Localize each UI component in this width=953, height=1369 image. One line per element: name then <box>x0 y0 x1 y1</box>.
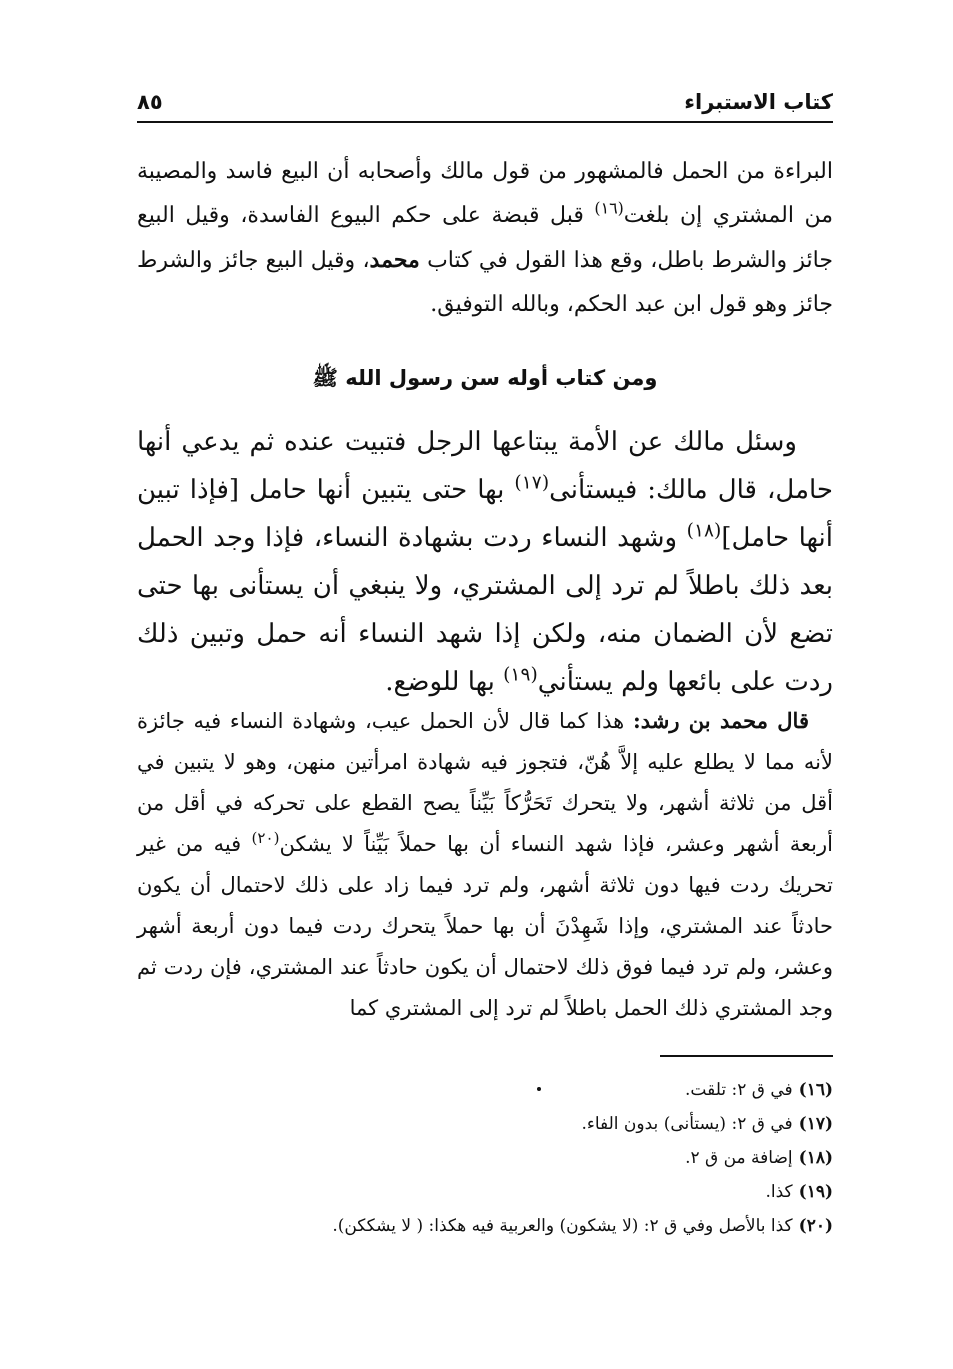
footnote-number: (١٦) <box>798 1080 833 1100</box>
paragraph-text: بها للوضع. <box>385 667 504 697</box>
footnotes-list <box>137 1073 833 1243</box>
running-header <box>137 84 833 120</box>
footnote-reference: (١٨) <box>686 520 722 542</box>
footnote-item <box>137 1175 833 1209</box>
paragraph-text: قبل قبضة على حكم البيوع الفاسدة، وقيل البيع جائز والشرط باطل، وقع هذا القول في كتاب <box>137 203 833 273</box>
commentary-paragraph <box>137 700 833 1029</box>
footnote-rule <box>660 1055 833 1057</box>
footnote-text: كذا. <box>765 1182 793 1202</box>
footnote-reference: (١٦) <box>594 198 624 218</box>
footnote-reference: (١٧) <box>514 472 550 494</box>
footnote-reference: (٢٠) <box>251 829 280 847</box>
footnote-text: إضافة من ق ٢. <box>685 1148 793 1168</box>
footnote-reference: (١٩) <box>503 664 538 686</box>
paragraph-text: هذا كما قال لأن الحمل عيب، وشهادة النساء فيه جائزة لأنه مما لا يطلع عليه إلاَّ هُنّ، فتجوز فيه شهادة امرأتين منهن، وهو لا يتبين في أقل من ثلاثة أشهر، ولا يتحرك تَحَرُّكاً بَيِّناً يصح القطع على تحركه في أقل من أربعة أشهر وعشر، فإذا شهد النساء أن بها حملاً بَيِّناً لا يشكن <box>137 709 833 856</box>
running-title: كتاب الاستبراء <box>684 90 833 114</box>
footnote-item <box>137 1107 833 1141</box>
page-number: ٨٥ <box>137 90 163 114</box>
footnote-number: (١٩) <box>798 1182 833 1202</box>
paragraph-text: البراءة من الحمل فالمشهور من قول مالك وأصحابه أن البيع فاسد والمصيبة من المشتري إن بلغت <box>137 159 834 228</box>
section-heading: ومن كتاب أوله سن رسول الله ﷺ <box>312 366 658 390</box>
footnote-text: في ق ٢: (يستأنى) بدون الفاء. <box>581 1114 793 1134</box>
paragraph-continuation <box>137 150 833 327</box>
footnote-text: كذا بالأصل وفي ق ٢: (لا يشكون) والعربية فيه هكذا: ( لا يشككن). <box>332 1216 793 1236</box>
paragraph-text: بها حتى يتبين أنها حامل [فإذا تبين أنها حامل] <box>137 475 833 553</box>
footnote-item <box>137 1209 833 1243</box>
footnote-number: (١٧) <box>798 1114 833 1134</box>
paragraph-text: ، وقيل البيع جائز والشرط جائز وهو قول ابن عبد الحكم، وبالله التوفيق. <box>137 248 833 317</box>
footnote-text: في ق ٢: تلقت. <box>685 1080 793 1100</box>
commentator-name: قال محمد بن رشد: <box>632 708 809 733</box>
paragraph-text: وسئل مالك عن الأمة يبتاعها الرجل فتبيت عنده ثم يدعي أنها حامل، قال مالك: فيستأنى <box>137 427 833 505</box>
footnote-item <box>137 1141 833 1175</box>
question-paragraph <box>137 418 833 706</box>
book-name: محمد <box>369 247 420 273</box>
paragraph-text: وشهد النساء ردت بشهادة النساء، فإذا وجد الحمل بعد ذلك باطلاً لم ترد إلى المشتري، ولا ينبغي أن يستأنى بها حتى تضع لأن الضمان منه، ولكن إذا شهد النساء أنه حمل وتبين ذلك ردت على بائعها ولم يستأني <box>137 523 833 697</box>
paragraph-text: فيه من غير تحريك ردت فيها دون ثلاثة أشهر، ولم ترد فيما زاد على ذلك لاحتمال أن يكون حادثاً عند المشتري، وإذا شَهِدْنَ أن بها حملاً يتحرك ردت فيما دون أربعة أشهر وعشر، ولم ترد فيما فوق ذلك لاحتمال أن يكون حادثاً عند المشتري، فإن ردت ثم وجد المشتري ذلك الحمل باطلاً لم ترد إلى المشتري كما <box>137 832 833 1020</box>
footnote-number: (١٨) <box>798 1148 833 1168</box>
footnote-number: (٢٠) <box>798 1216 833 1236</box>
header-rule <box>137 121 833 123</box>
footnote-item <box>137 1073 833 1107</box>
